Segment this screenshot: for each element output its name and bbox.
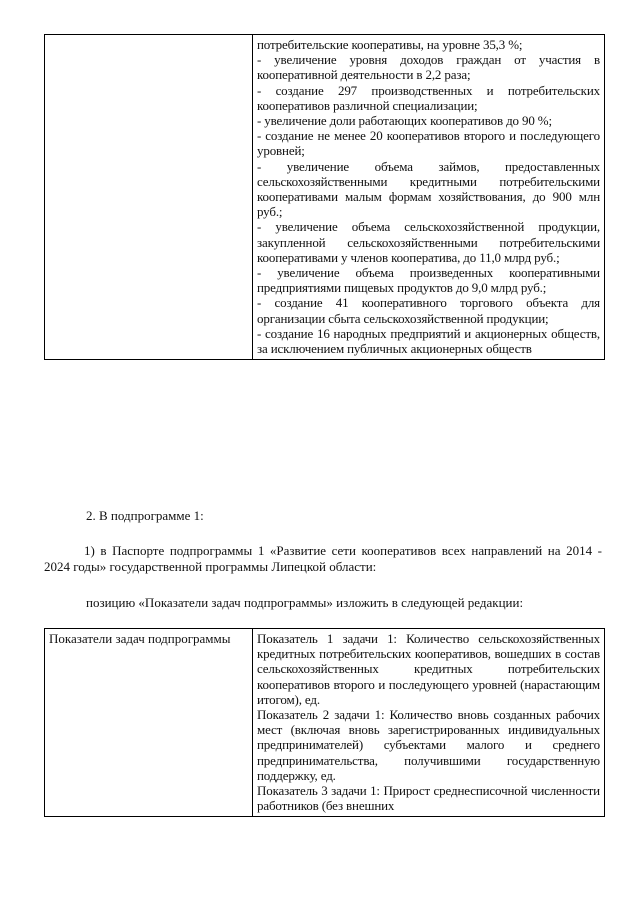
list-item: - увеличение уровня доходов граждан от участия в кооперативной деятельности в 2,2 раза; bbox=[257, 52, 600, 83]
table-row bbox=[45, 35, 605, 360]
list-item: - увеличение объема займов, предоставленных сельскохозяйственными кредитными потребительскими кооперативами малым формам хозяйствования, до 900 млн руб.; bbox=[257, 158, 600, 220]
left-cell-text bbox=[45, 35, 252, 40]
subprogram-heading: 2. В подпрограмме 1: bbox=[86, 508, 204, 523]
table-right-cell bbox=[253, 629, 605, 817]
table-row bbox=[45, 629, 605, 817]
list-item: - создание 297 производственных и потребительских кооперативов различной специализации; bbox=[257, 82, 600, 113]
list-item: - увеличение объема произведенных кооперативными предприятиями пищевых продуктов до 9,0 млрд руб.; bbox=[257, 265, 600, 296]
list-item: - увеличение доли работающих кооперативов до 90 %; bbox=[257, 113, 552, 129]
list-item: - увеличение объема сельскохозяйственной продукции, закупленной сельскохозяйственными потребительскими кооперативами у членов кооператива, до 11,0 млрд руб.; bbox=[257, 219, 600, 265]
table-right-cell bbox=[253, 35, 605, 360]
list-item: потребительские кооперативы, на уровне 35,3 %; bbox=[257, 37, 523, 52]
indicator-item: Показатель 2 задачи 1: Количество вновь созданных рабочих мест (включая вновь зарегистрированных индивидуальных предпринимателей) субъектами малого и среднего предпринимательства, получившими государственную поддержку, ед. bbox=[257, 707, 600, 783]
passport-amendment-paragraph: 1) в Паспорте подпрограммы 1 «Развитие сети кооперативов всех направлений на 2014 - 2024 годы» государственной программы Липецкой области: bbox=[44, 543, 602, 574]
list-item: - создание 41 кооперативного торгового объекта для организации сбыта сельскохозяйственной продукции; bbox=[257, 295, 600, 326]
indicators-table-top bbox=[44, 34, 605, 360]
indicator-item: Показатель 3 задачи 1: Прирост среднесписочной численности работников (без внешних bbox=[257, 783, 600, 814]
indicators-label: Показатели задач подпрограммы bbox=[49, 631, 231, 646]
table-left-cell bbox=[45, 629, 253, 817]
position-statement: позицию «Показатели задач подпрограммы» изложить в следующей редакции: bbox=[86, 595, 524, 610]
indicator-item: Показатель 1 задачи 1: Количество сельскохозяйственных кредитных потребительских кооперативов, вошедших в состав сельскохозяйственных кредитных потребительских кооперативов второго и последующего уровней (нарастающим итогом), ед. bbox=[257, 631, 600, 707]
list-item: - создание не менее 20 кооперативов второго и последующего уровней; bbox=[257, 128, 600, 159]
list-item: - создание 16 народных предприятий и акционерных обществ, за исключением публичных акционерных обществ bbox=[257, 325, 600, 357]
indicators-table-bottom bbox=[44, 628, 605, 817]
table-left-cell bbox=[45, 35, 253, 360]
